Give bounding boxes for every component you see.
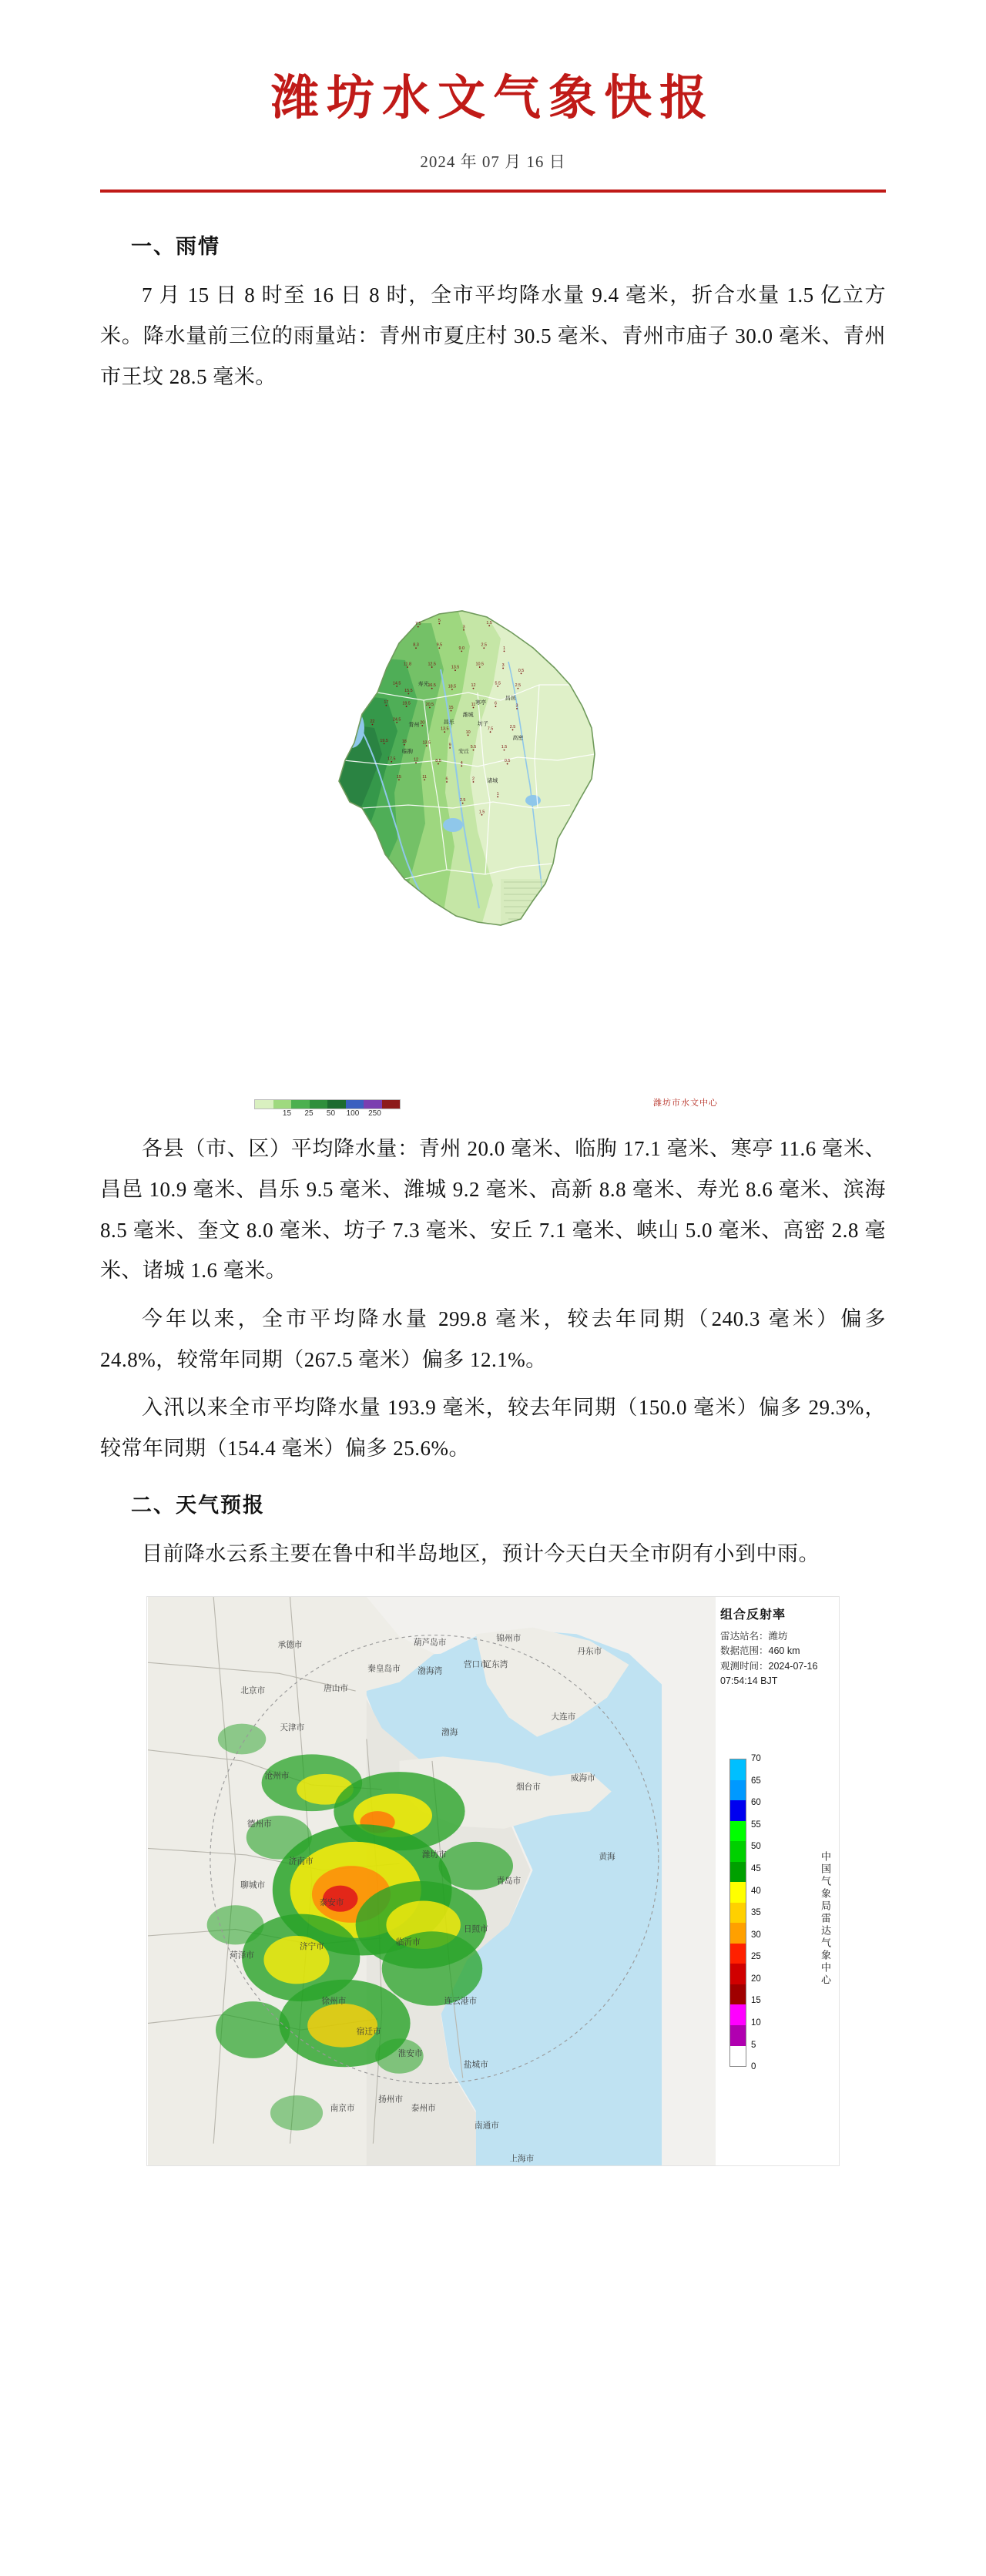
rainfall-map-figure (100, 415, 886, 1121)
radar-image (146, 1596, 840, 2166)
station-value: 8.3 (413, 643, 419, 649)
station-value: 12 (414, 758, 418, 763)
station-dot (398, 780, 400, 781)
station-value: 3 (462, 625, 465, 630)
station-dot (438, 763, 439, 765)
station-value: 13.5 (440, 727, 449, 733)
station-dot (438, 648, 440, 649)
station-value: 12 (471, 683, 476, 689)
radar-basemap (147, 1597, 717, 2165)
legend-swatch (364, 1100, 382, 1109)
station-dot (415, 763, 417, 764)
radar-scale-swatch (730, 1800, 746, 1821)
radar-city-label: 锦州市 (496, 1633, 522, 1643)
station-value: 12.5 (428, 662, 436, 667)
rainfall-legend (246, 1095, 740, 1121)
station-value: 14.5 (392, 681, 401, 686)
radar-scale-swatch (730, 1821, 746, 1842)
rainfall-contours (324, 600, 616, 939)
station-dot (451, 710, 452, 712)
station-value: 9.0 (458, 646, 465, 652)
radar-scale-label: 30 (751, 1930, 761, 1940)
county-name: 临朐 (401, 749, 413, 755)
station-dot (483, 648, 485, 649)
legend-swatch (310, 1100, 328, 1109)
county-name: 坊子 (477, 721, 488, 727)
radar-scale-swatch (730, 1841, 746, 1862)
station-dot (473, 750, 475, 751)
radar-city-label: 宿迁市 (356, 2027, 381, 2037)
station-dot (396, 686, 397, 687)
station-value: 7.5 (415, 622, 421, 627)
station-dot (438, 623, 440, 625)
radar-scale-label: 25 (751, 1952, 761, 1962)
station-dot (407, 693, 409, 695)
radar-city-label: 南京市 (330, 2104, 355, 2114)
station-dot (385, 705, 387, 706)
station-dot (446, 781, 448, 783)
legend-tick: 250 (368, 1109, 381, 1119)
county-rainfall-paragraph: 各县（市、区）平均降水量：青州 20.0 毫米、临朐 17.1 毫米、寒亭 11.6 毫米、昌邑 10.9 毫米、昌乐 9.5 毫米、潍城 9.2 毫米、高新 8.8 毫米、寿光 8.6 毫米、滨海 8.5 毫米、奎文 8.0 毫米、坊子 7.3 毫米、安丘 7.1 毫米、峡山 5.0 毫米、高密 2.8 毫米、诸城 1.6 毫米。 (100, 1137, 886, 1283)
station-value: 19.5 (380, 739, 388, 744)
county-name: 诸城 (487, 778, 498, 784)
section-heading-rainfall: 一、雨情 (131, 235, 220, 259)
radar-city-label: 盐城市 (463, 2060, 488, 2070)
county-name: 潍城 (462, 713, 474, 719)
radar-info-panel (716, 1597, 839, 2165)
radar-scale-label: 45 (751, 1863, 761, 1873)
station-value: 18 (401, 740, 407, 745)
station-value: 3 (501, 663, 505, 669)
station-value: 2.5 (481, 643, 488, 649)
radar-city-label: 聊城市 (240, 1880, 266, 1890)
station-dot (431, 666, 433, 668)
report-date: 2024 年 07 月 16 日 (420, 153, 566, 172)
radar-scale-swatch (730, 1903, 746, 1924)
station-dot (429, 707, 431, 709)
radar-city-label: 烟台市 (515, 1782, 541, 1792)
radar-city-label: 唐山市 (324, 1684, 349, 1694)
radar-city-label: 营口市 (463, 1659, 488, 1669)
radar-scale-swatch (730, 1944, 746, 1964)
station-value: 7.5 (487, 727, 494, 733)
station-dot (504, 750, 505, 751)
rainfall-map (246, 415, 740, 1093)
station-dot (391, 761, 392, 763)
radar-meta-line: 雷达站名：潍坊 (720, 1631, 788, 1642)
radar-scale-label: 20 (751, 1974, 761, 1984)
radar-scale-label: 15 (751, 1996, 761, 2006)
radar-city-label: 秦皇岛市 (367, 1664, 401, 1674)
station-value: 11 (471, 703, 476, 708)
county-name: 寿光 (418, 682, 429, 688)
legend-swatch (327, 1100, 346, 1109)
flood-season-paragraph: 入汛以来全市平均降水量 193.9 毫米，较去年同期（150.0 毫米）偏多 29.3%，较常年同期（154.4 毫米）偏多 25.6%。 (100, 1396, 886, 1460)
station-dot (516, 708, 518, 709)
radar-city-label: 渤海 (441, 1727, 458, 1737)
radar-city-label: 天津市 (280, 1723, 305, 1733)
station-value: 6 (494, 701, 497, 706)
station-dot (473, 688, 475, 689)
radar-city-label: 丹东市 (577, 1646, 602, 1656)
radar-city-label: 北京市 (240, 1685, 266, 1696)
station-value: 13.5 (422, 740, 431, 746)
station-value: 24.5 (392, 717, 401, 723)
station-value: 2.5 (509, 725, 516, 730)
station-value: 5.5 (470, 745, 477, 750)
station-dot (426, 746, 428, 747)
station-dot (497, 797, 498, 798)
station-value: 9.5 (436, 643, 443, 649)
radar-scale-labels (751, 1753, 777, 2070)
station-value: 20.5 (425, 703, 434, 708)
radar-scale-swatch (730, 1964, 746, 1984)
station-dot (497, 686, 498, 687)
station-dot (431, 688, 433, 689)
station-value: 2 (471, 776, 475, 782)
station-dot (454, 670, 456, 672)
station-dot (444, 732, 445, 733)
radar-city-label: 沧州市 (264, 1771, 290, 1781)
radar-scale-label: 35 (751, 1908, 761, 1918)
rainfall-summary-paragraph: 7 月 15 日 8 时至 16 日 8 时，全市平均降水量 9.4 毫米，折合水量 1.5 亿立方米。降水量前三位的雨量站：青州市夏庄村 30.5 毫米、青州市庙子 30.0 毫米、青州市王坟 28.5 毫米。 (100, 283, 886, 388)
station-value: 10.5 (475, 662, 485, 667)
legend-swatch (255, 1100, 273, 1109)
radar-scale-swatch (730, 1862, 746, 1883)
legend-swatch (273, 1100, 292, 1109)
radar-city-label: 潍坊市 (421, 1850, 447, 1860)
map-credit: 潍坊市水文中心 (653, 1098, 718, 1109)
station-dot (406, 706, 407, 707)
station-value: 13.5 (451, 666, 460, 671)
station-dot (384, 743, 385, 745)
station-value: 18.5 (448, 684, 457, 689)
radar-scale-label: 60 (751, 1798, 761, 1808)
station-dot (479, 666, 481, 668)
station-dot (461, 766, 462, 767)
radar-meta-line: 数据范围：460 km (720, 1645, 800, 1657)
radar-city-label: 淮安市 (397, 2049, 423, 2059)
station-dot (415, 648, 417, 649)
legend-tick: 15 (282, 1109, 292, 1119)
radar-meta-line: 观测时间：2024-07-16 (720, 1660, 818, 1672)
radar-city-label: 辽东湾 (483, 1659, 508, 1669)
station-dot (507, 763, 508, 765)
station-value: 22 (370, 719, 375, 725)
county-name: 安丘 (458, 749, 470, 755)
station-dot (518, 688, 519, 689)
station-value: 0.5 (518, 669, 525, 674)
radar-city-label: 泰安市 (319, 1898, 344, 1908)
radar-scale-swatch (730, 1759, 746, 1780)
radar-city-label: 承德市 (277, 1640, 303, 1650)
station-value: 11.8 (403, 662, 412, 667)
station-value: 4 (460, 761, 463, 766)
station-dot (512, 730, 514, 731)
station-value: 2.5 (515, 683, 522, 689)
legend-swatch (346, 1100, 364, 1109)
radar-scale-label: 5 (751, 2040, 756, 2050)
radar-city-label: 上海市 (509, 2154, 535, 2164)
station-dot (421, 725, 423, 726)
title-divider (100, 190, 886, 193)
station-value: 1.5 (486, 621, 492, 626)
radar-scale-label: 50 (751, 1842, 761, 1852)
radar-city-label: 葫芦岛市 (413, 1638, 447, 1648)
radar-scale-label: 55 (751, 1820, 761, 1830)
radar-scale-label: 70 (751, 1754, 761, 1764)
station-value: 3 (515, 703, 518, 709)
county-name: 昌邑 (505, 696, 516, 702)
station-dot (473, 781, 475, 783)
station-value: 10 (465, 730, 471, 736)
year-to-date-paragraph: 今年以来，全市平均降水量 299.8 毫米，较去年同期（240.3 毫米）偏多 24.8%，较常年同期（267.5 毫米）偏多 12.1%。 (100, 1306, 886, 1371)
radar-city-label: 渤海湾 (418, 1666, 443, 1676)
radar-center-credit: 中国气象局雷达气象中心 (820, 1851, 831, 1987)
station-dot (418, 626, 419, 628)
county-name: 寒亭 (475, 700, 487, 706)
station-dot (407, 666, 408, 668)
radar-product-title: 组合反射率 (720, 1608, 786, 1622)
radar-city-label: 菏泽市 (230, 1950, 254, 1961)
radar-city-label: 南通市 (475, 2121, 499, 2131)
legend-swatch (382, 1100, 401, 1109)
station-value: 8.5 (435, 759, 441, 764)
station-dot (495, 706, 497, 707)
legend-tick: 25 (304, 1109, 314, 1119)
radar-city-label: 扬州市 (378, 2095, 404, 2105)
station-value: 17.5 (387, 756, 396, 762)
station-dot (449, 747, 451, 749)
radar-color-scale (729, 1759, 746, 2067)
station-dot (462, 803, 464, 804)
station-dot (404, 744, 405, 746)
radar-city-label: 徐州市 (321, 1997, 347, 2007)
station-dot (424, 780, 425, 781)
radar-city-label: 大连市 (551, 1712, 576, 1722)
radar-city-label: 临沂市 (395, 1937, 421, 1947)
legend-color-bar (254, 1099, 401, 1109)
radar-scale-label: 40 (751, 1886, 761, 1896)
radar-scale-swatch (730, 2025, 746, 2046)
radar-scale-label: 65 (751, 1776, 761, 1786)
station-value: 16.5 (428, 683, 436, 689)
station-value: 1 (496, 792, 499, 797)
forecast-paragraph: 目前降水云系主要在鲁中和半岛地区，预计今天白天全市阴有小到中雨。 (142, 1542, 820, 1566)
radar-city-label: 德州市 (246, 1820, 272, 1830)
radar-figure (100, 1596, 886, 2166)
page-title: 潍坊水文气象快报 (270, 69, 715, 126)
station-value: 15 (448, 706, 454, 711)
legend-tick: 100 (346, 1109, 360, 1119)
station-value: 19.5 (402, 701, 411, 706)
station-dot (521, 673, 522, 675)
station-dot (488, 626, 490, 627)
station-value: 2.5 (459, 798, 466, 803)
station-dot (451, 689, 453, 690)
station-dot (481, 814, 483, 816)
report-content (100, 230, 886, 2166)
station-value: 1.5 (501, 745, 508, 750)
station-value: 6 (445, 776, 448, 782)
radar-scale-label: 10 (751, 2018, 761, 2028)
radar-scale-swatch (730, 1780, 746, 1801)
station-dot (396, 722, 397, 723)
radar-city-label: 日照市 (463, 1924, 488, 1934)
radar-city-label: 黄海 (599, 1852, 615, 1862)
station-dot (502, 668, 504, 669)
station-value: 5 (438, 619, 441, 624)
radar-city-label: 泰州市 (411, 2104, 436, 2114)
radar-metadata (720, 1629, 817, 1689)
station-dot (504, 651, 505, 652)
legend-tick: 50 (326, 1109, 336, 1119)
station-value: 17 (384, 700, 389, 706)
station-dot (473, 707, 475, 709)
radar-city-label: 威海市 (570, 1773, 595, 1783)
station-value: 5.5 (495, 681, 501, 686)
radar-city-label: 济宁市 (299, 1942, 324, 1952)
radar-meta-line: 07:54:14 BJT (720, 1675, 778, 1687)
section-heading-forecast: 二、天气预报 (131, 1494, 265, 1518)
station-value: 1.5 (478, 810, 485, 815)
station-value: 11 (422, 775, 427, 780)
radar-scale-swatch (730, 1984, 746, 2005)
station-dot (372, 724, 374, 726)
rainfall-map-svg (246, 415, 740, 1093)
radar-scale-swatch (730, 2004, 746, 2025)
radar-scale-swatch (730, 1923, 746, 1944)
radar-city-label: 连云港市 (444, 1997, 478, 2007)
radar-scale-swatch (730, 1882, 746, 1903)
station-dot (463, 629, 464, 631)
radar-city-label: 济南市 (288, 1857, 314, 1867)
station-dot (461, 651, 462, 652)
radar-scale-label: 0 (751, 2062, 756, 2072)
station-value: 1 (502, 646, 505, 652)
station-value: 15 (396, 775, 401, 780)
station-dot (490, 732, 491, 733)
station-value: 9 (448, 743, 451, 748)
radar-scale-swatch (730, 2046, 746, 2067)
county-name: 青州 (408, 723, 420, 729)
county-name: 高密 (512, 736, 524, 742)
station-value: 0.5 (504, 759, 511, 764)
station-dot (468, 735, 469, 736)
station-value: 15.5 (404, 689, 413, 694)
radar-city-label: 青岛市 (496, 1876, 522, 1886)
county-name: 昌乐 (443, 719, 454, 726)
station-value: 20 (420, 720, 425, 726)
legend-swatch (291, 1100, 310, 1109)
